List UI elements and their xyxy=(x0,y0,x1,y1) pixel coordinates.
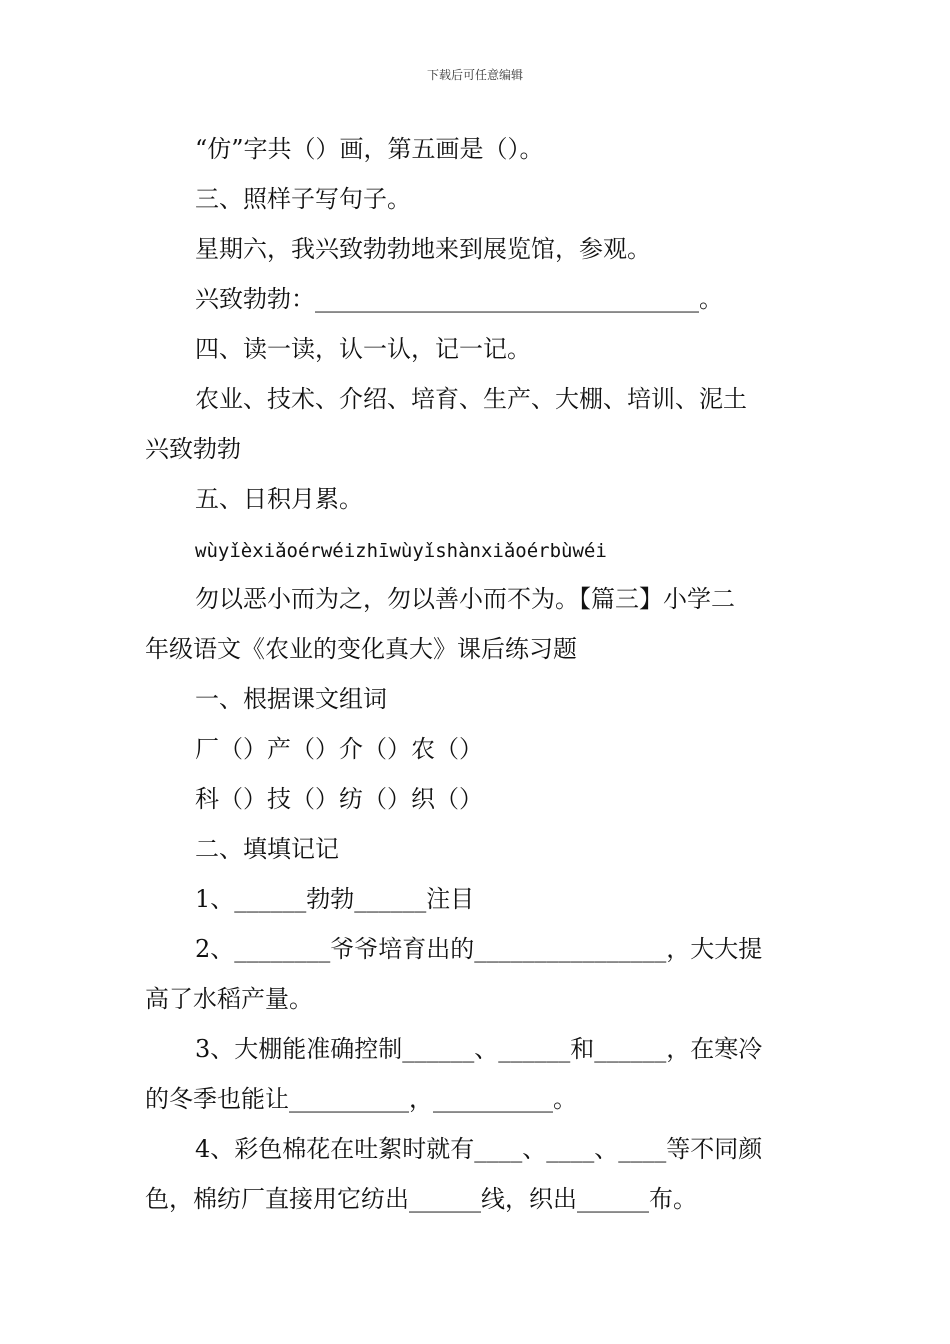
section-one-title: 一、根据课文组词 xyxy=(195,685,387,713)
question-stroke-count: “仿”字共（）画，第五画是（）。 xyxy=(195,135,544,163)
fill-item-2-cont: 高了水稻产量。 xyxy=(145,985,313,1013)
fill-item-3: 3、大棚能准确控制______、______和______，在寒冷 xyxy=(195,1035,763,1063)
pinyin-line: wùyǐèxiǎoérwéizhīwùyǐshànxiǎoérbùwéi xyxy=(195,540,607,562)
fill-item-2: 2、________爷爷培育出的________________，大大提 xyxy=(195,935,763,963)
fill-item-3-cont: 的冬季也能让__________，__________。 xyxy=(145,1085,577,1113)
page-header: 下载后可任意编辑 xyxy=(426,68,523,82)
word-list-line-1: 农业、技术、介绍、培育、生产、大棚、培训、泥土 xyxy=(195,385,747,413)
section-two-title: 二、填填记记 xyxy=(195,835,339,863)
exercise-title: 年级语文《农业的变化真大》课后练习题 xyxy=(145,635,577,663)
fill-item-4: 4、彩色棉花在吐絮时就有____、____、____等不同颜 xyxy=(195,1135,763,1163)
section-three-title: 三、照样子写句子。 xyxy=(195,185,411,213)
proverb-line: 勿以恶小而为之，勿以善小而不为。【篇三】小学二 xyxy=(195,585,735,613)
sentence-blank: 兴致勃勃：________________________________。 xyxy=(195,285,723,313)
section-five-title: 五、日积月累。 xyxy=(195,485,363,513)
word-group-row-1: 厂（）产（）介（）农（） xyxy=(195,735,483,763)
section-four-title: 四、读一读，认一认，记一记。 xyxy=(195,335,531,363)
example-sentence: 星期六，我兴致勃勃地来到展览馆，参观。 xyxy=(195,235,651,263)
word-group-row-2: 科（）技（）纺（）织（） xyxy=(195,785,483,813)
word-list-line-2: 兴致勃勃 xyxy=(145,435,241,463)
fill-item-4-cont: 色，棉纺厂直接用它纺出______线，织出______布。 xyxy=(145,1185,697,1213)
fill-item-1: 1、______勃勃______注目 xyxy=(195,885,475,913)
